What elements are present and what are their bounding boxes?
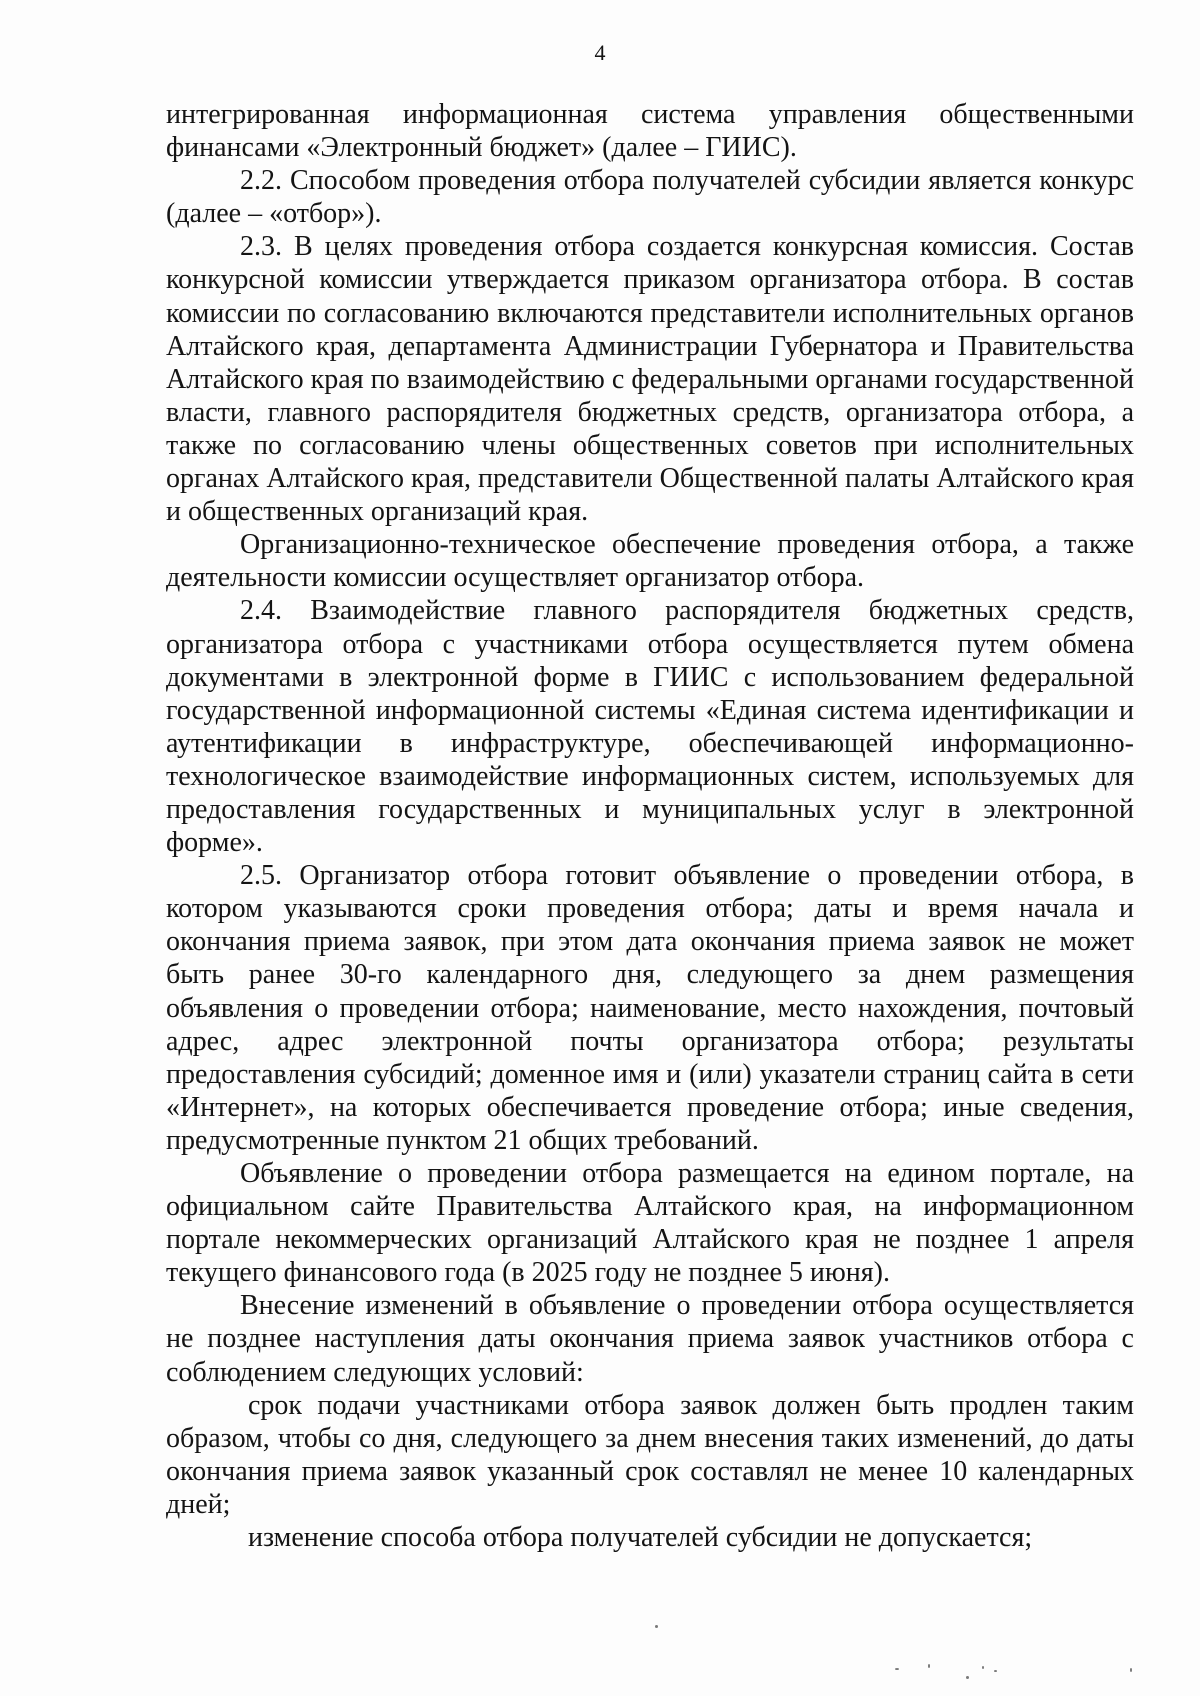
scan-speck [1130,1668,1132,1672]
scan-speck [895,1668,899,1670]
paragraph-org-support: Организационно-техническое обеспечение проведения отбора, а также деятельности комиссии осуществляет организатор отбора. [166,529,1134,594]
paragraph-2-3: 2.3. В целях проведения отбора создается конкурсная комиссия. Состав конкурсной комиссии утверждается приказом организатора отбора. В состав комиссии по согласованию включаются представители исполнительных органов Алтайского края, департамента Администрации Губернатора и Правительства Алтайского края по взаимодействию с федеральными органами государственной власти, главного распорядителя бюджетных средств, организатора отбора, а также по согласованию члены общественных советов при исполнительных органах Алтайского края, представители Общественной палаты Алтайского края и общественных организаций края. [166,231,1134,528]
paragraph-2-2: 2.2. Способом проведения отбора получателей субсидии является конкурс (далее – «отбор»). [166,165,1134,230]
paragraph-2-5: 2.5. Организатор отбора готовит объявление о проведении отбора, в котором указываются сроки проведения отбора; даты и время начала и окончания приема заявок, при этом дата окончания приема заявок не может быть ранее 30-го календарного дня, следующего за днем размещения объявления о проведении отбора; наименование, место нахождения, почтовый адрес, адрес электронной почты организатора отбора; результаты предоставления субсидий; доменное имя и (или) указатели страниц сайта в сети «Интернет», на которых обеспечивается проведение отбора; иные сведения, предусмотренные пунктом 21 общих требований. [166,860,1134,1156]
scan-speck [655,1625,658,1628]
scan-speck [928,1664,930,1668]
paragraph-deadline-extension: срок подачи участниками отбора заявок должен быть продлен таким образом, чтобы со дня, следующего за днем внесения таких изменений, до даты окончания приема заявок указанный срок составлял не менее 10 календарных дней; [166,1389,1134,1520]
page-number: 4 [594,40,606,65]
scan-speck [966,1676,969,1679]
paragraph-announcement-placement: Объявление о проведении отбора размещается на едином портале, на официальном сайте Правительства Алтайского края, на информационном портале некоммерческих организаций Алтайского края не позднее 1 апреля текущего финансового года (в 2025 году не позднее 5 июня). [166,1158,1134,1289]
scan-speck [994,1670,997,1672]
paragraph-announcement-changes: Внесение изменений в объявление о проведении отбора осуществляется не позднее наступления даты окончания приема заявок участников отбора с соблюдением следующих условий: [166,1290,1134,1388]
paragraph-giis-continuation: интегрированная информационная система управления общественными финансами «Электронный бюджет» (далее – ГИИС). [166,99,1134,164]
scan-speck [982,1666,984,1669]
paragraph-method-unchanged: изменение способа отбора получателей субсидии не допускается; [248,1522,1033,1554]
document-body [166,98,1134,1554]
paragraph-2-4: 2.4. Взаимодействие главного распорядителя бюджетных средств, организатора отбора с участниками отбора осуществляется путем обмена документами в электронной форме в ГИИС с использованием федеральной государственной информационной системы «Единая система идентификации и аутентификации в инфраструктуре, обеспечивающей информационно-технологическое взаимодействие информационных систем, используемых для предоставления государственных и муниципальных услуг в электронной форме». [166,595,1134,859]
